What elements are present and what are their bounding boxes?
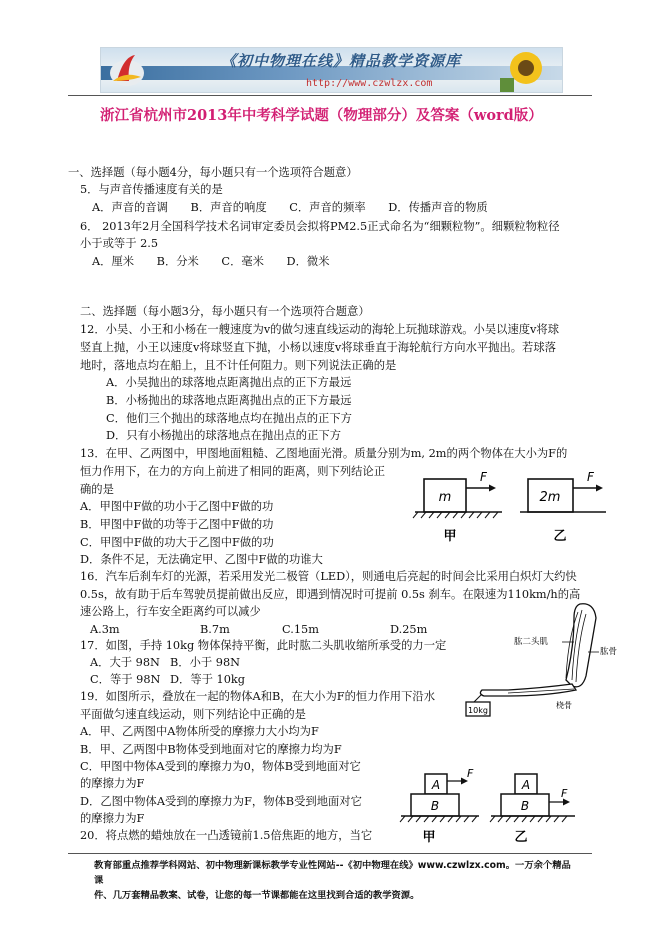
upper-arm [566, 604, 596, 687]
q13-option: D．条件不足，无法确定甲、乙图中F做的功谁大 [80, 553, 323, 566]
header-banner [100, 47, 563, 93]
q13-figure [410, 466, 610, 546]
arrow-right-icon [596, 485, 603, 492]
q13-line: 13．在甲、乙两图中，甲图地面粗糙、乙图地面光滑。质量分别为m, 2m的两个物体在大小为F的 [80, 447, 568, 460]
q19-figure [395, 766, 590, 846]
banner-title: 《初中物理在线》精品教学资源库 [221, 52, 462, 70]
q12-line: 地时，落地点均在船上，且不计任何阻力。则下列说法正确的是 [80, 359, 397, 372]
q6-line1: 6． 2013年2月全国科学技术名词审定委员会拟将PM2.5正式命名为“细颗粒物”。细颗粒物粒径 [80, 220, 560, 233]
q13-option: A．甲图中F做的功小于乙图中F做的功 [80, 500, 274, 513]
q13-line: 恒力作用下，在力的方向上前进了相同的距离，则下列结论正 [80, 465, 386, 478]
force-label: F [480, 470, 487, 484]
q17-option: B．小于 98N [170, 656, 241, 669]
figure-label-yi: 乙 [514, 830, 528, 845]
q16-option: D.25m [390, 623, 428, 636]
q6-options: A．厘米 B．分米 C．毫米 D．微米 [92, 255, 330, 268]
block-a-label: A [521, 778, 531, 792]
q19-option: B．甲、乙两图中B物体受到地面对它的摩擦力均为F [80, 743, 342, 756]
q19-figure-yi [490, 774, 575, 845]
q13-figure-yi [520, 470, 606, 544]
q19-option: 的摩擦力为F [80, 777, 145, 790]
q17-option: A．大于 98N [90, 656, 160, 669]
force-label: F [561, 787, 568, 800]
q13-option: B．甲图中F做的功等于乙图中F做的功 [80, 518, 274, 531]
q16-line: 16．汽车后刹车灯的光源，若采用发光二极管（LED），则通电后亮起的时间会比采用白炽灯大约快 [80, 570, 577, 583]
q12-line: 12．小吴、小王和小杨在一艘速度为v的做匀速直线运动的海轮上玩抛球游戏。小吴以速度v将球 [80, 323, 560, 336]
bone-label: 肱骨 [600, 647, 618, 657]
q13-line: 确的是 [80, 483, 114, 496]
q19-option: D．乙图中物体A受到的摩擦力为F，物体B受到地面对它 [80, 795, 362, 808]
footer-line: 件、几万套精品教案、试卷，让您的每一节课都能在这里找到合适的教学资源。 [94, 890, 420, 901]
q16-line: 速公路上，行车安全距离约可以减少 [80, 605, 261, 618]
q17-option: C．等于 98N [90, 673, 161, 686]
q17-option: D．等于 10kg [170, 673, 245, 686]
q6-line2: 小于或等于 2.5 [80, 237, 159, 250]
q19-line: 平面做匀速直线运动，则下列结论中正确的是 [80, 708, 306, 721]
block-b-label: B [430, 799, 440, 813]
document-title: 浙江省杭州市2013年中考科学试题（物理部分）及答案（word版） [100, 107, 543, 124]
footer-line: 教育部重点推荐学科网站、初中物理新课标教学专业性网站--《初中物理在线》www.czwlzx.com。一万余个精品课 [94, 860, 571, 886]
figure-label-yi: 乙 [553, 529, 567, 544]
banner-url[interactable]: http://www.czwlzx.com [306, 78, 433, 89]
force-label: F [587, 470, 594, 484]
block-b-label: B [520, 799, 530, 813]
figure-label-jia: 甲 [443, 529, 457, 544]
q16-option: B.7m [200, 623, 230, 636]
footer [94, 858, 574, 903]
q19-line: 19．如图所示，叠放在一起的物体A和B，在大小为F的恒力作用下沿水 [80, 690, 435, 703]
site-logo-icon [107, 51, 147, 89]
q16-option: A.3m [90, 623, 120, 636]
muscle-label: 肱二头肌 [514, 637, 549, 647]
q12-option: C．他们三个抛出的球落地点均在抛出点的正下方 [106, 412, 352, 425]
q12-option: D．只有小杨抛出的球落地点在抛出点的正下方 [106, 429, 341, 442]
q20-stem: 20．将点燃的蜡烛放在一凸透镜前1.5倍焦距的地方，当它 [80, 829, 373, 842]
q13-option: C．甲图中F做的功大于乙图中F做的功 [80, 536, 274, 549]
q12-line: 竖直上抛，小王以速度v将球竖直下抛，小杨以速度v将球垂直于海轮航行方向水平抛出。若球落 [80, 341, 556, 354]
weight-label: 10kg [468, 706, 488, 715]
q19-figure-jia [400, 767, 479, 845]
q17-stem: 17．如图，手持 10kg 物体保持平衡，此时肱二头肌收缩所承受的力一定 [80, 639, 447, 652]
q19-option: 的摩擦力为F [80, 812, 145, 825]
q13-figure-jia [413, 470, 502, 544]
q12-option: B．小杨抛出的球落地点距离抛出点的正下方最远 [106, 394, 352, 407]
q19-option: C．甲图中物体A受到的摩擦力为0，物体B受到地面对它 [80, 760, 361, 773]
q16-line: 0.5s，故有助于后车驾驶员提前做出反应，即遇到情况时可提前 0.5s 刹车。在限速为110km/h的高 [80, 588, 581, 601]
block-m-label: m [438, 490, 452, 505]
arrow-right-icon [489, 485, 496, 492]
figure-label-jia: 甲 [422, 830, 436, 845]
q12-option: A．小吴抛出的球落地点距离抛出点的正下方最远 [106, 376, 352, 389]
sunflower-icon [496, 48, 554, 92]
section1-heading: 一、选择题（每小题4分，每小题只有一个选项符合题意） [68, 166, 358, 179]
q19-option: A．甲、乙两图中A物体所受的摩擦力大小均为F [80, 725, 319, 738]
header-rule [68, 95, 592, 96]
q17-arm-figure [462, 598, 624, 720]
q16-option: C.15m [282, 623, 319, 636]
q5-stem: 5．与声音传播速度有关的是 [80, 183, 223, 196]
block-2m-label: 2m [539, 490, 561, 505]
section2-heading: 二、选择题（每小题3分，每小题只有一个选项符合题意） [80, 305, 370, 318]
footer-rule [68, 853, 592, 854]
block-a-label: A [431, 778, 441, 792]
q5-options: A．声音的音调 B．声音的响度 C．声音的频率 D．传播声音的物质 [92, 201, 488, 214]
force-label: F [467, 767, 474, 780]
ulna-label: 桡骨 [556, 701, 572, 710]
